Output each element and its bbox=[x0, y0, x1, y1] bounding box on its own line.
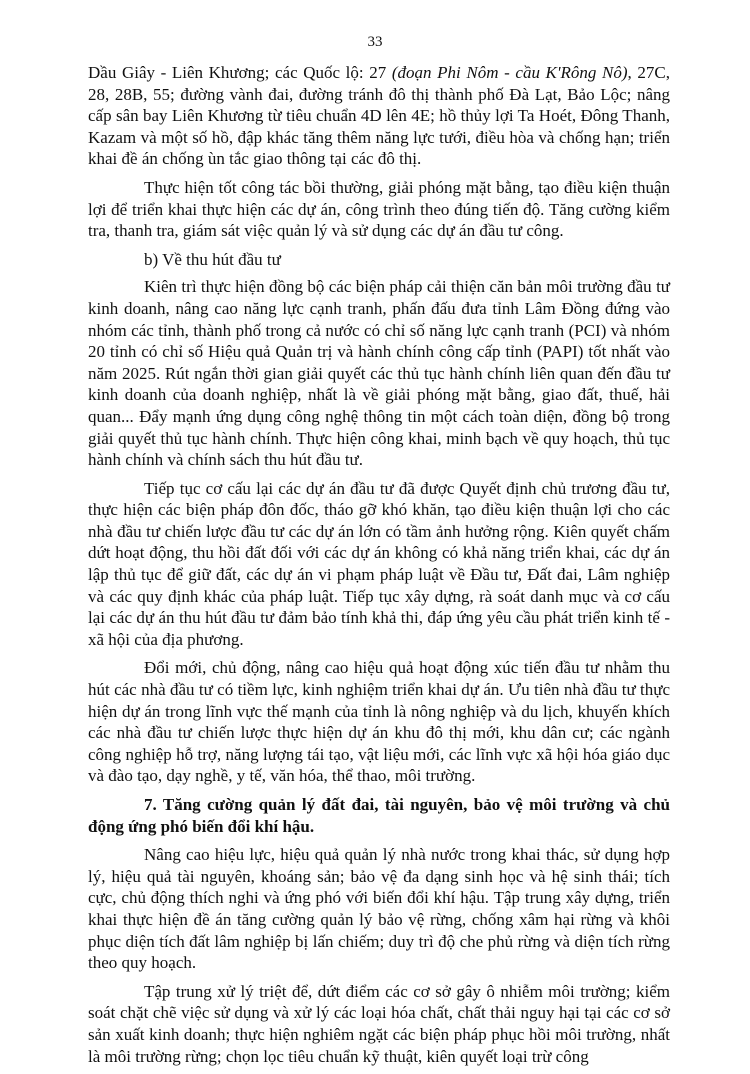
italic-note: (đoạn Phi Nôm - cầu K'Rông Nô) bbox=[391, 63, 628, 82]
paragraph-resource-management: Nâng cao hiệu lực, hiệu quả quản lý nhà nước trong khai thác, sử dụng hợp lý, hiệu quả tài nguyên, khoáng sản; bảo vệ đa dạng sinh học và hệ sinh thái; tích cực, chủ động thích nghi và ứng phó với biến đổi khí hậu. Tập trung xây dựng, triển khai thực hiện đề án tăng cường quản lý bảo vệ rừng, chống xâm hại rừng và khôi phục diện tích đất lâm nghiệp bị lấn chiếm; duy trì độ che phủ rừng và diện tích rừng theo quy hoạch. bbox=[88, 845, 670, 973]
section-heading-7: 7. Tăng cường quản lý đất đai, tài nguyên, bảo vệ môi trường và chủ động ứng phó biến đổi khí hậu. bbox=[88, 795, 670, 836]
paragraph-restructure-projects: Tiếp tục cơ cấu lại các dự án đầu tư đã được Quyết định chủ trương đầu tư, thực hiện các biện pháp đôn đốc, tháo gỡ khó khăn, tạo điều kiện thuận lợi cho các nhà đầu tư chiến lược đầu tư các dự án lớn có tầm ảnh hưởng rộng. Kiên quyết chấm dứt hoạt động, thu hồi đất đối với các dự án không có khả năng triển khai, các dự án lập thủ tục để giữ đất, các dự án vi phạm pháp luật về Đầu tư, Đất đai, Lâm nghiệp và các quy định khác của pháp luật. Tiếp tục xây dựng, rà soát danh mục và cơ cấu lại các dự án thu hút đầu tư đảm bảo tính khả thi, đáp ứng yêu cầu phát triển kinh tế - xã hội của địa phương. bbox=[88, 478, 670, 649]
paragraph-site-clearance: Thực hiện tốt công tác bồi thường, giải phóng mặt bằng, tạo điều kiện thuận lợi để triển khai thực hiện các dự án, công trình theo đúng tiến độ. Tăng cường kiểm tra, thanh tra, giám sát việc quản lý và sử dụng các dự án đầu tư công. bbox=[88, 177, 670, 241]
paragraph-pollution-control: Tập trung xử lý triệt để, dứt điểm các cơ sở gây ô nhiễm môi trường; kiểm soát chặt chẽ việc sử dụng và xử lý các loại hóa chất, chất thải nguy hại tại các cơ sở sản xuất kinh doanh; thực hiện nghiêm ngặt các biện pháp phục hồi môi trường, nhất là môi trường rừng; chọn lọc tiêu chuẩn kỹ thuật, kiên quyết loại trừ công bbox=[88, 981, 670, 1066]
paragraph-transport-projects bbox=[88, 62, 670, 170]
paragraph-text: Dầu Giây - Liên Khương; các Quốc lộ: 27 bbox=[88, 63, 392, 82]
paragraph-business-environment: Kiên trì thực hiện đồng bộ các biện pháp cải thiện căn bản môi trường đầu tư kinh doanh, nâng cao năng lực cạnh tranh, phấn đấu đưa tỉnh Lâm Đồng đứng vào nhóm các tỉnh, thành phố trong cả nước có chỉ số năng lực cạnh tranh (PCI) và nhóm 20 tỉnh có chỉ số Hiệu quả Quản trị và hành chính công cấp tỉnh (PAPI) tốt nhất vào năm 2025. Rút ngắn thời gian giải quyết các thủ tục hành chính liên quan đến đầu tư kinh doanh của doanh nghiệp, nhất là về giải phóng mặt bằng, giao đất, thuế, hải quan... Đẩy mạnh ứng dụng công nghệ thông tin một cách toàn diện, đồng bộ trong giải quyết thủ tục hành chính. Thực hiện công khai, minh bạch về quy hoạch, thủ tục hành chính và chính sách thu hút đầu tư. bbox=[88, 277, 670, 470]
document-body bbox=[88, 62, 670, 1074]
subheading-investment-attraction: b) Về thu hút đầu tư bbox=[144, 249, 281, 269]
paragraph-investment-promotion: Đổi mới, chủ động, nâng cao hiệu quả hoạt động xúc tiến đầu tư nhằm thu hút các nhà đầu tư có tiềm lực, kinh nghiệm triển khai dự án. Ưu tiên nhà đầu tư thực hiện dự án trong lĩnh vực thế mạnh của tỉnh là nông nghiệp và du lịch, khuyến khích các nhà đầu tư chiến lược thực hiện dự án khu đô thị mới, khu dân cư; các ngành công nghiệp hỗ trợ, năng lượng tái tạo, vật liệu mới, các lĩnh vực xã hội hóa giáo dục và đào tạo, dạy nghề, y tế, văn hóa, thể thao, môi trường. bbox=[88, 658, 670, 786]
paragraph-text: , 27C, 28, 28B, 55; đường vành đai, đường tránh đô thị thành phố Đà Lạt, Bảo Lộc; nâng cấp sân bay Liên Khương từ tiêu chuẩn 4D lên 4E; hồ thủy lợi Ta Hoét, Đông Thanh, Kazam và một số hồ, đập khác tăng thêm năng lực tưới, điều hòa và chống hạn; triển khai đề án chống ùn tắc giao thông tại các đô thị. bbox=[88, 63, 671, 169]
page-number: 33 bbox=[367, 34, 383, 50]
